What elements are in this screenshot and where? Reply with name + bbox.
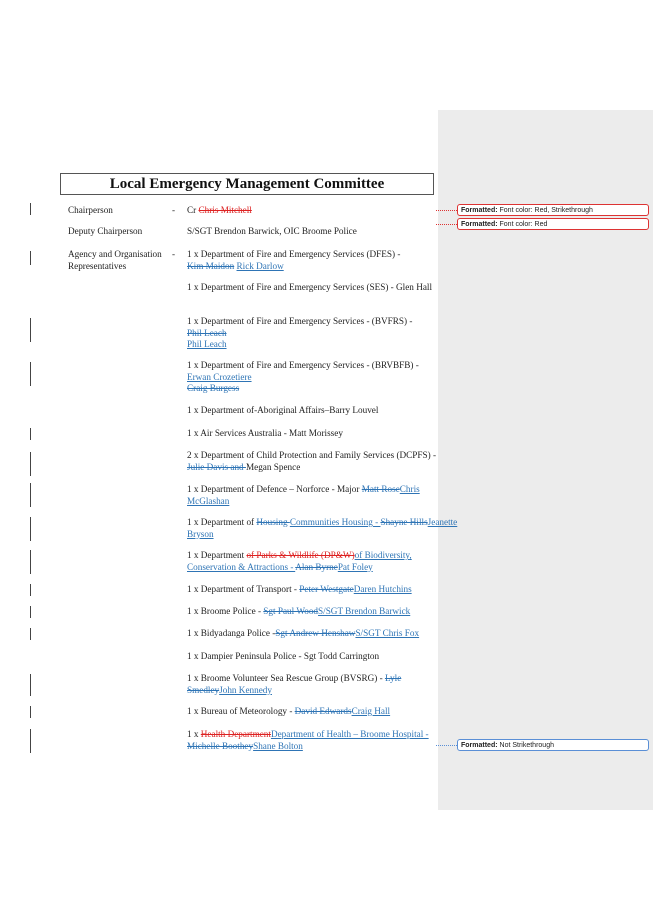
page-title: Local Emergency Management Committee	[60, 173, 434, 195]
change-bar	[30, 251, 31, 265]
tracked-insertion: Jeanette Bryson	[187, 517, 458, 539]
tracked-insertion: Phil Leach	[187, 339, 227, 349]
tracked-insertion: S/SGT Brendon Barwick	[318, 606, 411, 616]
agency-entry[interactable]	[187, 517, 462, 540]
agency-entry[interactable]: 1 x Department of Parks & Wildlife (DP&W)of Biodiversity, Conservation & Attractions - Alan ByrnePat Foley	[187, 550, 412, 572]
tracked-deletion: Peter Westgate	[299, 584, 354, 594]
tracked-deletion: Alan Byrne	[295, 561, 338, 572]
agency-entry[interactable]	[187, 450, 437, 473]
entry-text: 1 x Department	[187, 550, 247, 560]
agency-entry[interactable]: 1 x Air Services Australia - Matt Morissey	[187, 428, 343, 438]
tracked-deletion: Phil Leach	[187, 327, 227, 338]
tracked-deletion: Craig Burgess	[187, 383, 240, 393]
agency-entry[interactable]: 1 x Dampier Peninsula Police - Sgt Todd Carrington	[187, 651, 380, 661]
entry-text: 1 x Broome Volunteer Sea Rescue Group (BVSRG) -	[187, 673, 385, 683]
tracked-deletion: Health Department	[200, 729, 271, 739]
comment-text: Not Strikethrough	[497, 742, 554, 749]
tracked-insertion: Pat Foley	[337, 561, 373, 572]
comment-text: Font color: Red, Strikethrough	[497, 207, 593, 214]
format-comment-balloon[interactable]	[457, 739, 649, 751]
tracked-deletion: of Parks & Wildlife (DP&W	[246, 550, 352, 560]
tracked-insertion: Communities Housing -	[289, 517, 381, 527]
comment-connector	[436, 210, 457, 212]
tracked-deletion: Sgt Andrew Henshaw	[275, 628, 356, 638]
tracked-deletion: Shayne Hills	[380, 517, 428, 527]
agency-entry[interactable]: 1 x Department of-Aboriginal Affairs–Barry Louvel	[187, 405, 379, 415]
change-bar	[30, 517, 31, 541]
chairperson-label: Chairperson	[68, 205, 113, 215]
entry-text: 1 x Department of Defence – Norforce - Major	[187, 484, 362, 494]
entry-text: 1 x Department of Transport -	[187, 584, 300, 594]
change-bar	[30, 674, 31, 696]
tracked-insertion: Erwan Crozetiere	[187, 371, 252, 382]
comment-label: Formatted:	[461, 742, 498, 749]
deputy-value[interactable]: S/SGT Brendon Barwick, OIC Broome Police	[187, 226, 357, 236]
deputy-label: Deputy Chairperson	[68, 226, 143, 236]
comment-label: Formatted:	[461, 221, 498, 228]
entry-text: 1 x Department of Fire and Emergency Services (DFES) -	[187, 249, 401, 259]
tracked-deletion: Lyle Smedley	[187, 673, 402, 695]
tracked-deletion: Michelle Boothey	[187, 740, 254, 751]
change-bar	[30, 203, 31, 215]
comment-text: Font color: Red	[497, 221, 548, 228]
tracked-deletion: Julie Davis and	[187, 461, 246, 472]
tracked-insertion: Chris McGlashan	[187, 484, 420, 506]
change-bar	[30, 706, 31, 718]
change-bar	[30, 318, 31, 342]
tracked-insertion: of Biodiversity	[354, 550, 410, 560]
agency-entry[interactable]	[187, 673, 447, 696]
comment-connector	[436, 745, 457, 747]
format-comment-balloon[interactable]	[457, 204, 649, 216]
separator-dash: -	[172, 205, 176, 215]
change-bar	[30, 550, 31, 574]
agency-label: Agency and Organisation Representatives	[68, 249, 162, 271]
tracked-deletion: David Edwards	[294, 706, 352, 716]
entry-text: 1 x Department of Fire and Emergency Services - (BRVBFB) -	[187, 360, 419, 370]
comment-connector	[436, 224, 457, 226]
change-bar	[30, 483, 31, 507]
agency-entry[interactable]	[187, 249, 462, 272]
change-bar	[30, 428, 31, 440]
chairperson-value[interactable]	[187, 205, 462, 217]
change-bar	[30, 584, 31, 596]
tracked-insertion: S/SGT Chris Fox	[355, 628, 420, 638]
entry-text: 1 x Department of Fire and Emergency Services - (BVFRS) -	[187, 316, 413, 326]
tracked-insertion: John Kennedy	[219, 684, 272, 695]
agency-entry[interactable]	[187, 706, 462, 718]
change-bar	[30, 628, 31, 640]
comment-label: Formatted:	[461, 207, 498, 214]
agency-entry[interactable]	[187, 628, 462, 640]
agency-entry[interactable]	[187, 316, 462, 351]
chairperson-prefix: Cr	[187, 205, 199, 215]
tracked-deletion: Matt Rose	[361, 484, 400, 494]
change-bar	[30, 362, 31, 386]
tracked-insertion: Rick Darlow	[236, 260, 284, 271]
tracked-deletion: Housing	[256, 517, 290, 527]
tracked-insertion: Shane Bolton	[253, 740, 303, 751]
change-bar	[30, 729, 31, 753]
agency-entry[interactable]	[187, 729, 462, 752]
agency-entry[interactable]	[187, 584, 462, 596]
entry-text: 1 x	[187, 729, 201, 739]
agency-entry[interactable]	[187, 360, 462, 395]
agency-entry[interactable]	[187, 484, 462, 507]
entry-text: 1 x Broome Police -	[187, 606, 264, 616]
entry-text: Megan Spence	[245, 461, 301, 472]
tracked-insertion: Conservation & Attractions -	[187, 561, 296, 572]
separator-dash: -	[172, 249, 176, 259]
entry-text: 1 x Bidyadanga Police -	[187, 628, 276, 638]
tracked-insertion: Craig Hall	[351, 706, 391, 716]
tracked-deletion: Chris Mitchell	[198, 205, 252, 215]
tracked-deletion: Kim Maidon	[187, 260, 235, 271]
tracked-deletion: Sgt Paul Wood	[263, 606, 319, 616]
tracked-insertion: Daren Hutchins	[353, 584, 412, 594]
agency-entry[interactable]: 1 x Department of Fire and Emergency Services (SES) - Glen Hall	[187, 282, 433, 292]
change-bar	[30, 452, 31, 476]
entry-text: 2 x Department of Child Protection and Family Services (DCPFS) -	[187, 450, 437, 460]
entry-text: 1 x Bureau of Meteorology -	[187, 706, 295, 716]
format-comment-balloon[interactable]	[457, 218, 649, 230]
tracked-insertion: Department of Health – Broome Hospital -	[270, 729, 429, 739]
entry-text: 1 x Department of	[187, 517, 257, 527]
change-bar	[30, 606, 31, 618]
agency-entry[interactable]	[187, 606, 462, 618]
